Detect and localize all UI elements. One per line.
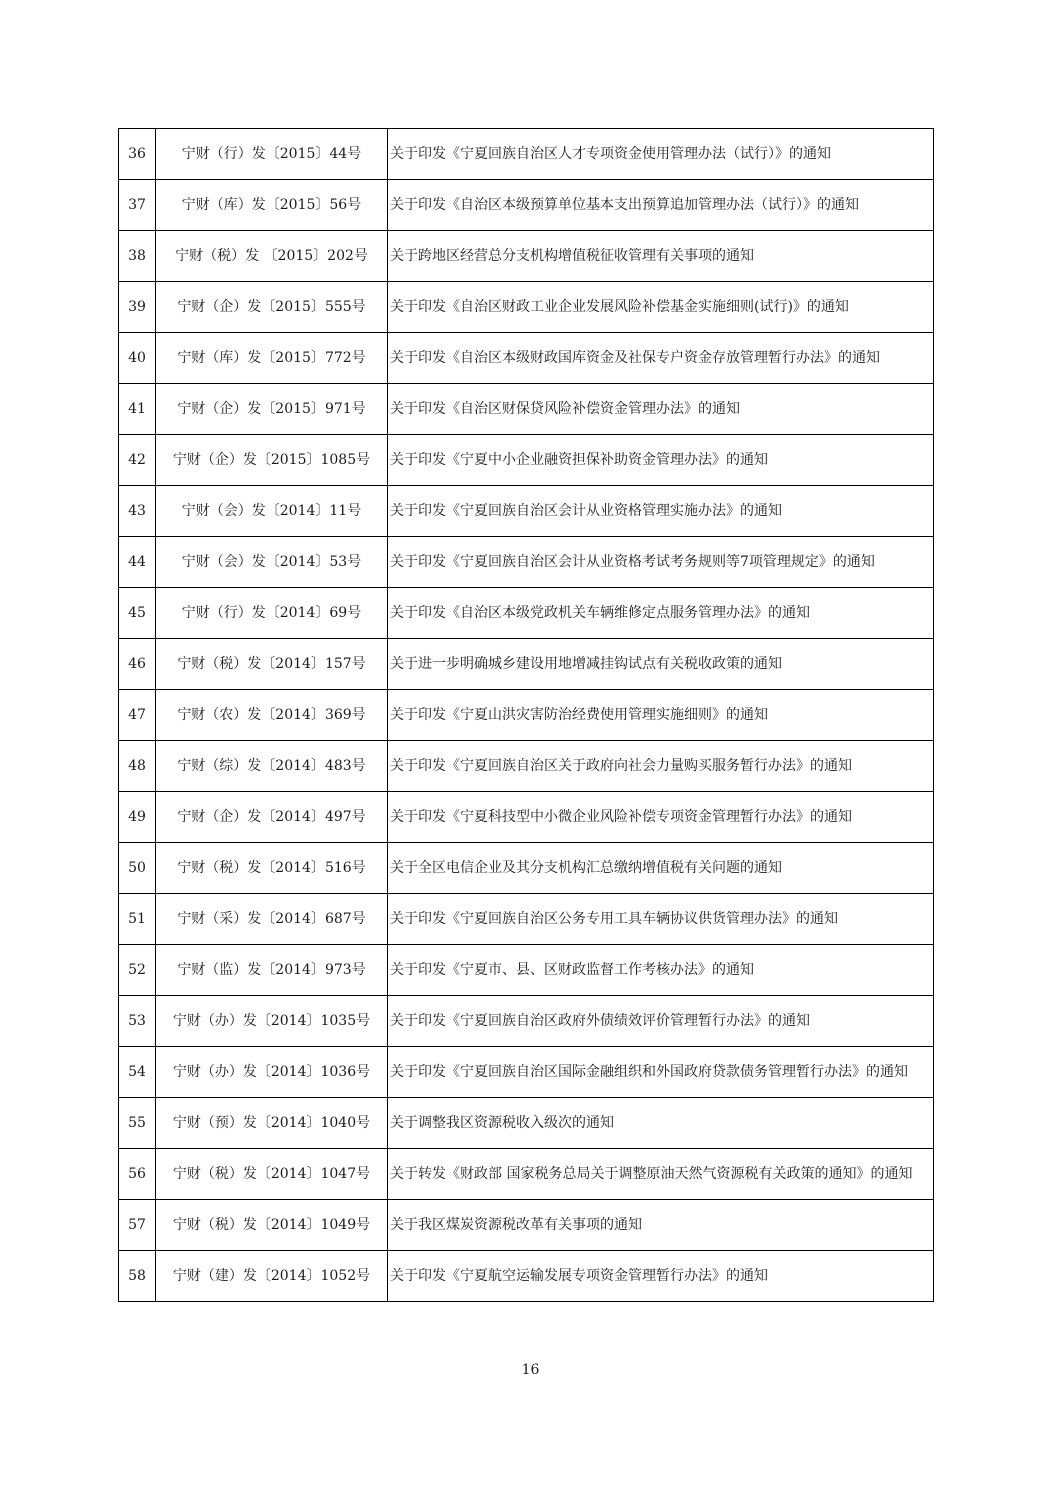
row-number: 47 <box>119 690 156 741</box>
document-title: 关于进一步明确城乡建设用地增减挂钩试点有关税收政策的通知 <box>388 639 934 690</box>
document-code: 宁财（行）发〔2014〕69号 <box>156 588 388 639</box>
table-row <box>119 486 934 537</box>
document-title: 关于印发《宁夏中小企业融资担保补助资金管理办法》的通知 <box>388 435 934 486</box>
document-title: 关于印发《自治区本级预算单位基本支出预算追加管理办法（试行）》的通知 <box>388 180 934 231</box>
document-code: 宁财（会）发〔2014〕53号 <box>156 537 388 588</box>
document-title: 关于印发《宁夏航空运输发展专项资金管理暂行办法》的通知 <box>388 1251 934 1302</box>
row-number: 36 <box>119 129 156 180</box>
document-title: 关于印发《宁夏回族自治区关于政府向社会力量购买服务暂行办法》的通知 <box>388 741 934 792</box>
table-row <box>119 180 934 231</box>
row-number: 51 <box>119 894 156 945</box>
document-title: 关于印发《自治区财政工业企业发展风险补偿基金实施细则(试行)》的通知 <box>388 282 934 333</box>
document-code: 宁财（库）发〔2015〕56号 <box>156 180 388 231</box>
row-number: 37 <box>119 180 156 231</box>
row-number: 46 <box>119 639 156 690</box>
document-title: 关于跨地区经营总分支机构增值税征收管理有关事项的通知 <box>388 231 934 282</box>
table-row <box>119 1200 934 1251</box>
row-number: 41 <box>119 384 156 435</box>
document-code: 宁财（库）发〔2015〕772号 <box>156 333 388 384</box>
table-row <box>119 129 934 180</box>
row-number: 53 <box>119 996 156 1047</box>
document-title: 关于印发《宁夏市、县、区财政监督工作考核办法》的通知 <box>388 945 934 996</box>
document-title: 关于印发《宁夏回族自治区会计从业资格考试考务规则等7项管理规定》的通知 <box>388 537 934 588</box>
document-code: 宁财（建）发〔2014〕1052号 <box>156 1251 388 1302</box>
row-number: 45 <box>119 588 156 639</box>
table-row <box>119 996 934 1047</box>
row-number: 50 <box>119 843 156 894</box>
document-title: 关于印发《宁夏回族自治区国际金融组织和外国政府贷款债务管理暂行办法》的通知 <box>388 1047 934 1098</box>
document-code: 宁财（办）发〔2014〕1035号 <box>156 996 388 1047</box>
table-row <box>119 741 934 792</box>
document-code: 宁财（企）发〔2015〕971号 <box>156 384 388 435</box>
row-number: 42 <box>119 435 156 486</box>
document-code: 宁财（农）发〔2014〕369号 <box>156 690 388 741</box>
table-row <box>119 639 934 690</box>
table-row <box>119 435 934 486</box>
document-code: 宁财（企）发〔2014〕497号 <box>156 792 388 843</box>
document-code: 宁财（行）发〔2015〕44号 <box>156 129 388 180</box>
table-row <box>119 1098 934 1149</box>
document-code: 宁财（监）发〔2014〕973号 <box>156 945 388 996</box>
row-number: 38 <box>119 231 156 282</box>
document-title: 关于印发《宁夏科技型中小微企业风险补偿专项资金管理暂行办法》的通知 <box>388 792 934 843</box>
table-row <box>119 537 934 588</box>
document-code: 宁财（办）发〔2014〕1036号 <box>156 1047 388 1098</box>
table-row <box>119 1149 934 1200</box>
document-code: 宁财（税）发〔2014〕516号 <box>156 843 388 894</box>
document-code: 宁财（会）发〔2014〕11号 <box>156 486 388 537</box>
document-title: 关于全区电信企业及其分支机构汇总缴纳增值税有关问题的通知 <box>388 843 934 894</box>
table-row <box>119 792 934 843</box>
row-number: 48 <box>119 741 156 792</box>
page-number: 16 <box>521 1362 540 1378</box>
document-code: 宁财（税）发 〔2015〕202号 <box>156 231 388 282</box>
row-number: 39 <box>119 282 156 333</box>
table-row <box>119 945 934 996</box>
row-number: 57 <box>119 1200 156 1251</box>
document-code: 宁财（企）发〔2015〕1085号 <box>156 435 388 486</box>
document-title: 关于印发《宁夏回族自治区会计从业资格管理实施办法》的通知 <box>388 486 934 537</box>
document-code: 宁财（税）发〔2014〕157号 <box>156 639 388 690</box>
table-row <box>119 690 934 741</box>
document-table <box>118 128 934 1302</box>
document-title: 关于印发《自治区本级党政机关车辆维修定点服务管理办法》的通知 <box>388 588 934 639</box>
row-number: 58 <box>119 1251 156 1302</box>
row-number: 56 <box>119 1149 156 1200</box>
table-row <box>119 843 934 894</box>
row-number: 52 <box>119 945 156 996</box>
row-number: 43 <box>119 486 156 537</box>
row-number: 49 <box>119 792 156 843</box>
document-code: 宁财（企）发〔2015〕555号 <box>156 282 388 333</box>
table-row <box>119 333 934 384</box>
table-row <box>119 588 934 639</box>
document-title: 关于我区煤炭资源税改革有关事项的通知 <box>388 1200 934 1251</box>
table-row <box>119 231 934 282</box>
document-title: 关于印发《自治区财保贷风险补偿资金管理办法》的通知 <box>388 384 934 435</box>
table-row <box>119 1047 934 1098</box>
document-title: 关于转发《财政部 国家税务总局关于调整原油天然气资源税有关政策的通知》的通知 <box>388 1149 934 1200</box>
document-title: 关于印发《宁夏山洪灾害防治经费使用管理实施细则》的通知 <box>388 690 934 741</box>
row-number: 54 <box>119 1047 156 1098</box>
document-code: 宁财（预）发〔2014〕1040号 <box>156 1098 388 1149</box>
table-row <box>119 894 934 945</box>
table-row <box>119 1251 934 1302</box>
document-code: 宁财（税）发〔2014〕1049号 <box>156 1200 388 1251</box>
document-code: 宁财（综）发〔2014〕483号 <box>156 741 388 792</box>
document-title: 关于印发《自治区本级财政国库资金及社保专户资金存放管理暂行办法》的通知 <box>388 333 934 384</box>
table-row <box>119 282 934 333</box>
document-code: 宁财（税）发〔2014〕1047号 <box>156 1149 388 1200</box>
row-number: 40 <box>119 333 156 384</box>
document-code: 宁财（采）发〔2014〕687号 <box>156 894 388 945</box>
document-title: 关于印发《宁夏回族自治区人才专项资金使用管理办法（试行）》的通知 <box>388 129 934 180</box>
document-title: 关于印发《宁夏回族自治区公务专用工具车辆协议供货管理办法》的通知 <box>388 894 934 945</box>
table-body <box>119 129 934 1302</box>
table-row <box>119 384 934 435</box>
row-number: 44 <box>119 537 156 588</box>
row-number: 55 <box>119 1098 156 1149</box>
document-title: 关于调整我区资源税收入级次的通知 <box>388 1098 934 1149</box>
document-title: 关于印发《宁夏回族自治区政府外债绩效评价管理暂行办法》的通知 <box>388 996 934 1047</box>
